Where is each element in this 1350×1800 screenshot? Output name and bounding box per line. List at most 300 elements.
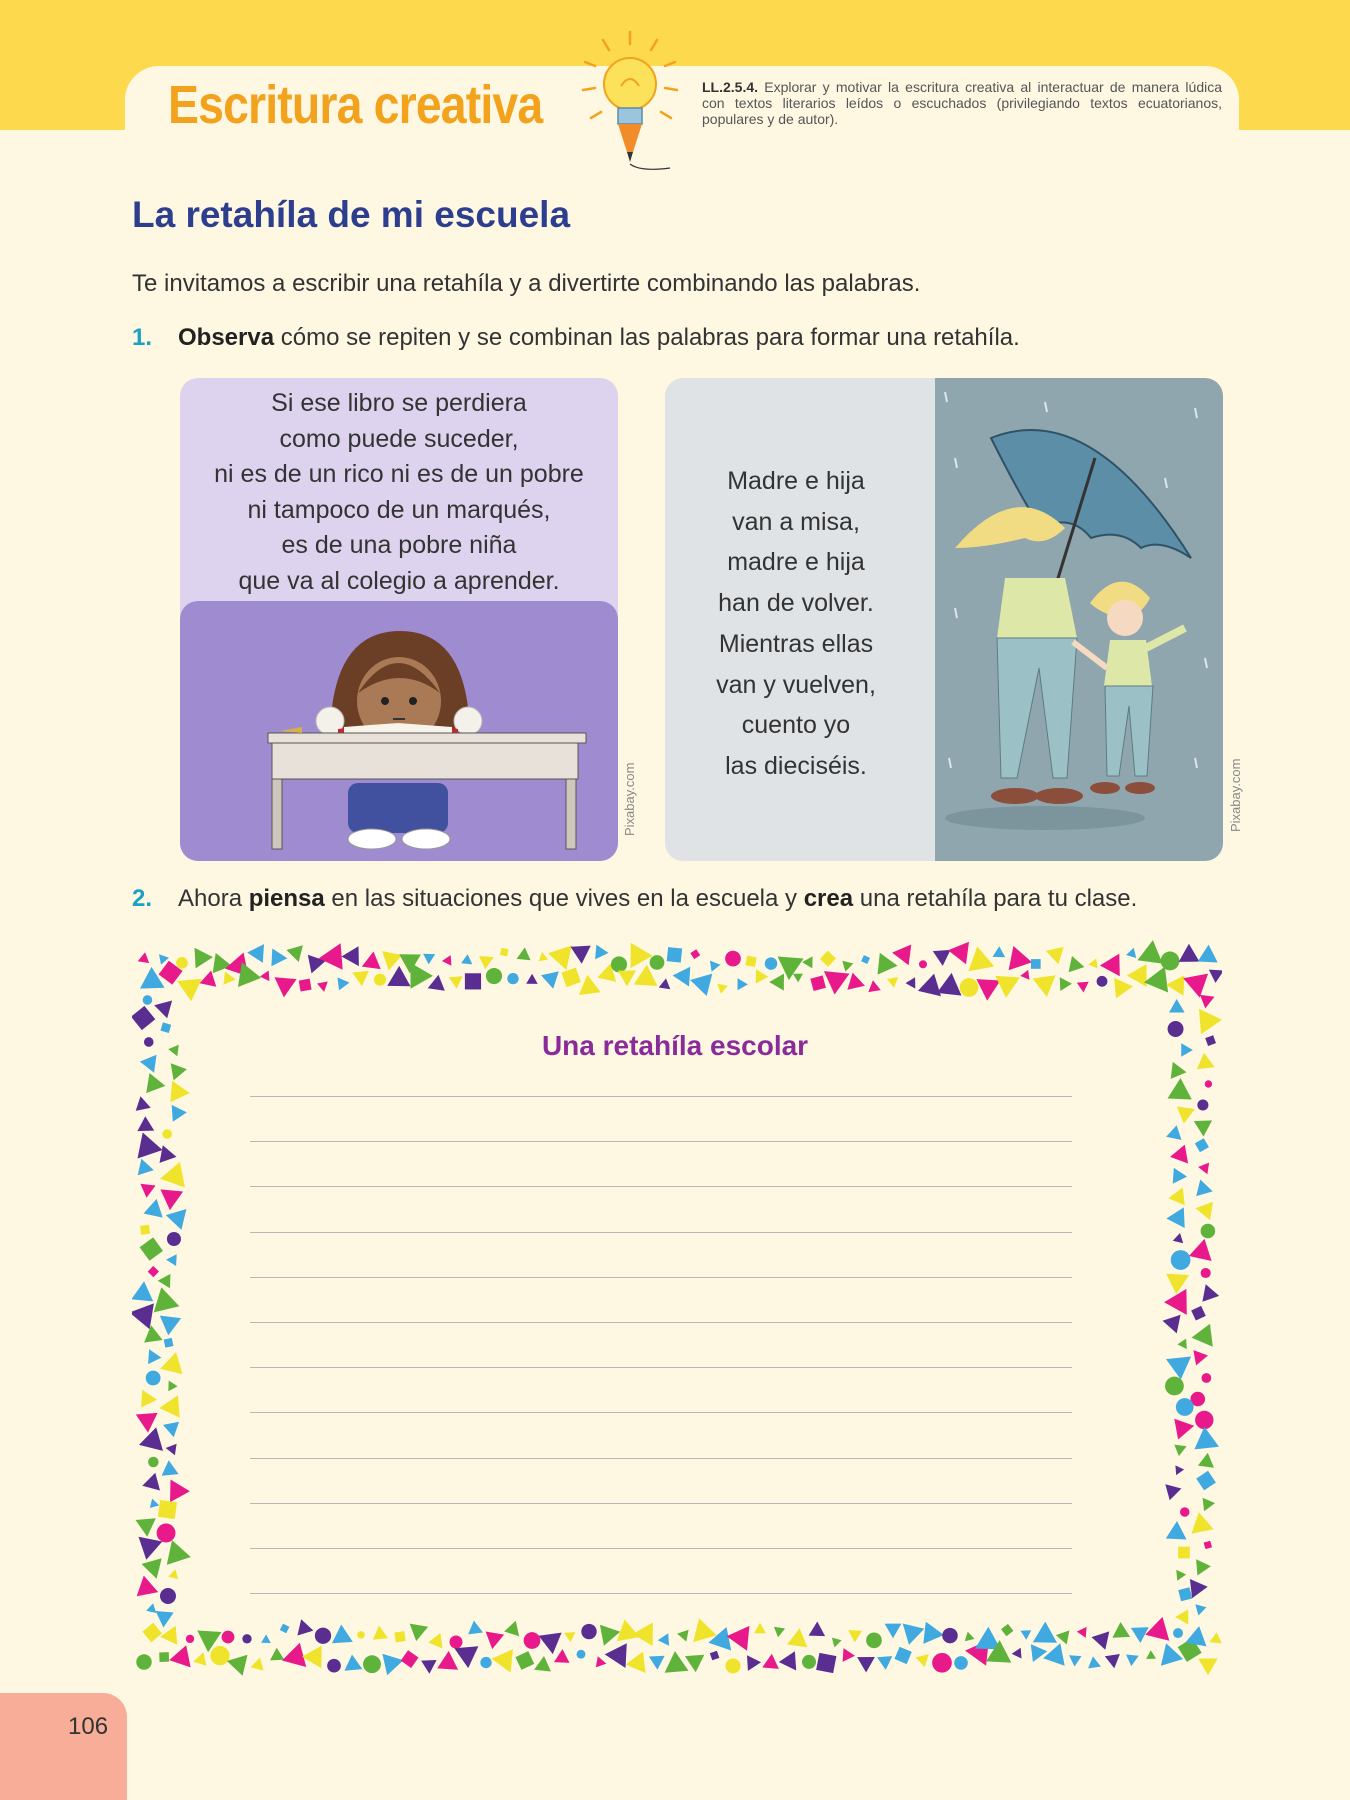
confetti-shape — [166, 1254, 177, 1266]
confetti-shape — [327, 1659, 341, 1673]
confetti-shape — [158, 1500, 177, 1519]
confetti-shape — [960, 978, 979, 997]
confetti-shape — [140, 967, 165, 989]
confetti-shape — [342, 946, 359, 966]
confetti-shape — [159, 1395, 179, 1418]
confetti-shape — [168, 1381, 177, 1392]
confetti-shape — [1171, 1250, 1191, 1270]
confetti-shape — [1175, 1465, 1184, 1475]
confetti-shape — [1145, 1617, 1169, 1641]
confetti-shape — [793, 974, 803, 983]
writing-line[interactable] — [250, 1322, 1072, 1323]
confetti-shape — [297, 1619, 313, 1635]
confetti-shape — [1170, 1145, 1188, 1164]
confetti-shape — [1088, 1656, 1101, 1668]
confetti-shape — [332, 1625, 353, 1644]
confetti-shape — [747, 1655, 761, 1671]
confetti-shape — [1196, 1559, 1211, 1575]
confetti-shape — [932, 1653, 952, 1673]
writing-area-title: Una retahíla escolar — [541, 1030, 809, 1061]
confetti-shape — [611, 956, 627, 972]
confetti-shape — [1176, 1570, 1186, 1581]
confetti-shape — [1009, 946, 1032, 970]
confetti-shape — [1168, 1188, 1185, 1206]
confetti-shape — [650, 955, 665, 970]
objective-text: Explorar y motivar la escritura creativa al interactuar de manera lúdica con textos literarios leídos o escuchados (privilegiando textos ecuatorianos, populares y de autor). — [702, 79, 1223, 127]
confetti-shape — [282, 1643, 306, 1667]
confetti-shape — [1161, 952, 1180, 971]
confetti-shape — [172, 1105, 187, 1122]
poem-card-left — [180, 378, 618, 861]
confetti-shape — [710, 961, 721, 972]
confetti-shape — [270, 1648, 284, 1661]
confetti-shape — [1060, 977, 1072, 991]
confetti-shape — [1177, 1339, 1186, 1350]
writing-line[interactable] — [250, 1548, 1072, 1549]
confetti-shape — [143, 995, 153, 1005]
confetti-shape — [222, 1631, 235, 1644]
confetti-shape — [708, 1627, 731, 1651]
confetti-shape — [261, 1635, 271, 1644]
confetti-shape — [160, 1189, 183, 1210]
instruction-keyword: Observa — [178, 324, 275, 351]
confetti-shape — [659, 978, 671, 989]
confetti-shape — [146, 1371, 161, 1386]
confetti-shape — [1178, 1587, 1192, 1601]
confetti-shape — [779, 1651, 796, 1670]
confetti-shape — [142, 1558, 162, 1578]
confetti-shape — [338, 977, 350, 990]
confetti-shape — [1137, 940, 1162, 964]
confetti-shape — [421, 1660, 437, 1674]
confetti-shape — [1126, 1655, 1139, 1667]
confetti-shape — [250, 1658, 263, 1671]
confetti-shape — [345, 1655, 363, 1671]
confetti-shape — [581, 1624, 596, 1639]
confetti-shape — [271, 949, 287, 967]
page-number: 106 — [68, 1713, 109, 1740]
confetti-shape — [1201, 1224, 1216, 1239]
confetti-shape — [154, 1001, 172, 1019]
confetti-shape — [515, 1651, 534, 1670]
confetti-shape — [1126, 948, 1136, 958]
confetti-shape — [146, 1073, 165, 1093]
confetti-shape — [160, 1162, 185, 1188]
confetti-shape — [802, 1655, 816, 1669]
confetti-shape — [1033, 1622, 1057, 1643]
confetti-shape — [868, 980, 881, 992]
confetti-shape — [665, 1651, 689, 1673]
confetti-shape — [423, 954, 435, 965]
confetti-shape — [524, 1632, 541, 1649]
confetti-shape — [401, 1650, 419, 1668]
writing-line[interactable] — [250, 1232, 1072, 1233]
confetti-shape — [139, 1537, 163, 1560]
writing-line[interactable] — [250, 1096, 1072, 1097]
confetti-shape — [1166, 1207, 1184, 1228]
confetti-shape — [170, 1480, 190, 1503]
confetti-shape — [1165, 1377, 1184, 1396]
confetti-shape — [1069, 1655, 1082, 1666]
confetti-shape — [1194, 1427, 1219, 1450]
confetti-shape — [571, 946, 591, 964]
confetti-shape — [847, 973, 865, 990]
confetti-shape — [160, 1352, 182, 1374]
confetti-shape — [1198, 1453, 1214, 1468]
poem-line: ni es de un rico ni es de un pobre — [214, 460, 584, 488]
poem-right — [665, 461, 927, 787]
confetti-shape — [260, 971, 270, 982]
confetti-shape — [160, 1316, 181, 1336]
confetti-shape — [710, 1651, 720, 1661]
confetti-shape — [968, 946, 994, 971]
confetti-shape — [1031, 959, 1041, 969]
writing-line[interactable] — [250, 1141, 1072, 1142]
confetti-shape — [756, 969, 769, 983]
confetti-shape — [725, 1658, 740, 1673]
confetti-shape — [631, 943, 653, 968]
instruction-2 — [132, 885, 1137, 913]
confetti-shape — [461, 954, 472, 964]
confetti-shape — [507, 973, 518, 984]
instruction-text: cómo se repiten y se combinan las palabras para formar una retahíla. — [274, 324, 1020, 351]
poem-line: ni tampoco de un marqués, — [247, 495, 551, 524]
confetti-shape — [1194, 1120, 1212, 1136]
confetti-shape — [176, 957, 188, 969]
confetti-shape — [449, 976, 463, 989]
confetti-shape — [690, 949, 700, 959]
confetti-shape — [717, 984, 728, 994]
confetti-shape — [861, 955, 870, 964]
confetti-shape — [1196, 1471, 1216, 1491]
confetti-shape — [933, 950, 951, 966]
confetti-shape — [450, 1636, 463, 1649]
confetti-shape — [1180, 1507, 1189, 1516]
confetti-shape — [948, 942, 969, 965]
confetti-shape — [1196, 1180, 1213, 1197]
confetti-shape — [745, 956, 756, 967]
confetti-shape — [136, 1654, 151, 1669]
writing-line[interactable] — [250, 1412, 1072, 1413]
instruction-number: 2. — [132, 885, 153, 912]
confetti-shape — [878, 953, 898, 975]
confetti-shape — [1198, 1658, 1218, 1675]
confetti-shape — [1166, 1125, 1181, 1140]
poem-line: madre e hija — [727, 548, 865, 577]
confetti-shape — [1168, 1078, 1192, 1100]
confetti-shape — [139, 1427, 163, 1451]
confetti-shape — [617, 1619, 640, 1641]
confetti-shape — [843, 1648, 855, 1662]
confetti-shape — [1210, 1632, 1222, 1643]
confetti-shape — [1021, 1630, 1032, 1640]
confetti-shape — [362, 952, 381, 970]
confetti-shape — [195, 948, 213, 969]
confetti-shape — [649, 1656, 665, 1670]
confetti-shape — [1077, 1627, 1087, 1638]
instruction-keyword: piensa — [248, 885, 325, 912]
confetti-shape — [142, 1473, 160, 1491]
confetti-shape — [937, 973, 962, 996]
confetti-shape — [1043, 1643, 1065, 1665]
confetti-shape — [132, 1281, 153, 1301]
lesson-intro: Te invitamos a escribir una retahíla y a divertirte combinando las palabras. — [132, 270, 921, 297]
learning-objective — [702, 79, 1222, 127]
confetti-shape — [1144, 967, 1168, 993]
confetti-shape — [667, 947, 682, 962]
confetti-shape — [658, 1633, 669, 1646]
instruction-text: Ahora — [178, 885, 249, 912]
confetti-shape — [1105, 1654, 1120, 1668]
confetti-shape — [373, 1626, 388, 1640]
confetti-shape — [200, 971, 217, 987]
confetti-shape — [1192, 1512, 1214, 1533]
confetti-shape — [539, 952, 549, 961]
confetti-shape — [1176, 1398, 1194, 1416]
confetti-shape — [170, 1081, 190, 1103]
confetti-shape — [410, 1624, 428, 1642]
confetti-shape — [138, 1133, 163, 1159]
confetti-shape — [1088, 958, 1097, 968]
writing-line[interactable] — [250, 1367, 1072, 1368]
confetti-shape — [144, 1199, 163, 1218]
confetti-shape — [299, 979, 312, 992]
confetti-shape — [137, 1576, 159, 1597]
confetti-shape — [504, 1621, 519, 1636]
confetti-shape — [275, 977, 297, 997]
confetti-shape — [892, 945, 911, 966]
confetti-shape — [1100, 954, 1120, 977]
confetti-shape — [677, 1630, 689, 1642]
page-number-tab — [0, 1693, 127, 1800]
confetti-shape — [1165, 1484, 1181, 1500]
confetti-shape — [842, 961, 853, 972]
poem-line: Madre e hija — [727, 467, 865, 495]
writing-line[interactable] — [250, 1277, 1072, 1278]
confetti-shape — [1192, 1324, 1213, 1347]
confetti-shape — [363, 1655, 381, 1673]
lesson-title: La retahíla de mi escuela — [132, 194, 571, 235]
confetti-shape — [1195, 1411, 1213, 1429]
confetti-shape — [148, 1457, 159, 1468]
confetti-shape — [539, 1633, 562, 1655]
confetti-shape — [816, 1653, 836, 1673]
confetti-shape — [673, 967, 691, 987]
confetti-shape — [954, 1656, 968, 1670]
confetti-shape — [160, 1145, 177, 1163]
confetti-shape — [595, 945, 608, 960]
confetti-shape — [618, 971, 636, 987]
confetti-shape — [140, 1184, 155, 1198]
confetti-shape — [382, 1654, 403, 1676]
confetti-shape — [534, 1656, 551, 1672]
confetti-shape — [1164, 1289, 1187, 1315]
instruction-text: en las situaciones que vives en la escuela y — [324, 885, 804, 912]
confetti-shape — [213, 953, 232, 973]
confetti-shape — [548, 946, 572, 971]
confetti-shape — [1166, 1357, 1191, 1380]
confetti-shape — [1179, 944, 1200, 962]
confetti-shape — [526, 974, 538, 984]
confetti-shape — [762, 1654, 779, 1669]
objective-code: LL.2.5.4. — [702, 79, 759, 95]
confetti-shape — [596, 1656, 607, 1667]
confetti-shape — [411, 963, 434, 989]
confetti-shape — [1200, 995, 1215, 1009]
lightbulb-pencil-icon — [575, 28, 685, 178]
instruction-1 — [132, 324, 1020, 352]
confetti-shape — [579, 975, 601, 995]
confetti-shape — [916, 1654, 929, 1667]
confetti-shape — [1189, 1239, 1212, 1261]
writing-line[interactable] — [250, 1186, 1072, 1187]
confetti-shape — [167, 1540, 191, 1565]
poem-line: es de una pobre niña — [281, 531, 517, 559]
confetti-shape — [1001, 1624, 1013, 1636]
confetti-shape — [577, 1650, 586, 1659]
confetti-shape — [1046, 947, 1064, 965]
confetti-shape — [286, 945, 303, 962]
confetti-shape — [693, 1618, 717, 1642]
confetti-shape — [995, 976, 1020, 998]
writing-line[interactable] — [250, 1503, 1072, 1504]
confetti-shape — [857, 1657, 875, 1673]
confetti-shape — [210, 1646, 229, 1665]
confetti-shape — [492, 1649, 514, 1672]
confetti-shape — [517, 947, 531, 960]
confetti-shape — [454, 1646, 478, 1668]
confetti-shape — [774, 1627, 785, 1638]
confetti-shape — [357, 1631, 365, 1639]
confetti-shape — [242, 1634, 251, 1643]
confetti-shape — [754, 1623, 766, 1634]
confetti-shape — [238, 962, 261, 987]
confetti-shape — [1173, 1233, 1183, 1243]
confetti-shape — [465, 973, 481, 989]
confetti-shape — [885, 1624, 902, 1639]
confetti-shape — [437, 1651, 458, 1670]
confetti-shape — [1198, 945, 1218, 963]
confetti-shape — [626, 1652, 646, 1674]
confetti-shape — [769, 974, 784, 991]
girl-reading-illustration — [180, 601, 618, 861]
confetti-shape — [1169, 999, 1185, 1013]
confetti-shape — [1203, 1498, 1216, 1512]
confetti-shape — [159, 1652, 169, 1662]
confetti-shape — [486, 968, 502, 984]
writing-line[interactable] — [250, 1458, 1072, 1459]
confetti-shape — [1201, 1268, 1211, 1278]
confetti-shape — [787, 1628, 807, 1647]
confetti-shape — [168, 1569, 178, 1579]
confetti-shape — [1209, 970, 1222, 983]
confetti-shape — [136, 1518, 156, 1537]
confetti-shape — [148, 1349, 161, 1364]
confetti-shape — [442, 955, 452, 966]
confetti-shape — [132, 1303, 154, 1329]
confetti-shape — [247, 944, 264, 963]
poem-left — [180, 386, 618, 599]
confetti-shape — [942, 1628, 958, 1644]
confetti-shape — [1166, 1521, 1187, 1540]
confetti-shape — [177, 979, 202, 1001]
image-credit-left: Pixabay.com — [622, 762, 637, 836]
confetti-shape — [144, 1325, 163, 1342]
confetti-shape — [1033, 975, 1056, 997]
confetti-shape — [167, 1232, 181, 1246]
confetti-shape — [374, 974, 386, 986]
confetti-shape — [500, 948, 509, 957]
confetti-shape — [387, 966, 410, 986]
confetti-shape — [605, 1643, 627, 1668]
confetti-shape — [993, 946, 1006, 957]
confetti-shape — [561, 968, 580, 987]
confetti-shape — [1183, 974, 1208, 998]
confetti-shape — [166, 1444, 177, 1456]
confetti-shape — [1012, 1648, 1022, 1659]
confetti-shape — [1020, 970, 1029, 980]
confetti-shape — [394, 1631, 405, 1642]
confetti-shape — [157, 1524, 176, 1543]
confetti-shape — [1077, 982, 1089, 993]
confetti-shape — [866, 1633, 882, 1649]
confetti-shape — [1178, 1547, 1190, 1559]
confetti-shape — [1173, 1168, 1187, 1184]
confetti-shape — [1202, 1373, 1212, 1383]
confetti-shape — [142, 1623, 162, 1643]
confetti-shape — [809, 1622, 826, 1637]
poem-line: Mientras ellas — [718, 629, 874, 658]
confetti-shape — [725, 951, 741, 967]
confetti-shape — [976, 979, 1000, 1001]
confetti-shape — [227, 1655, 248, 1676]
confetti-shape — [138, 1159, 154, 1176]
confetti-shape — [564, 1632, 575, 1642]
confetti-shape — [600, 1625, 620, 1646]
confetti-shape — [138, 952, 150, 963]
confetti-shape — [824, 971, 850, 994]
confetti-shape — [166, 1209, 187, 1230]
confetti-shape — [137, 1116, 154, 1131]
confetti-shape — [1204, 1541, 1212, 1549]
confetti-shape — [1069, 956, 1085, 972]
confetti-shape — [1092, 1631, 1110, 1649]
confetti-shape — [820, 951, 836, 967]
writing-line[interactable] — [250, 1593, 1072, 1594]
confetti-shape — [690, 974, 712, 996]
confetti-shape — [738, 978, 748, 990]
confetti-shape — [154, 1287, 180, 1312]
confetti-shape — [906, 977, 916, 988]
confetti-shape — [156, 1611, 174, 1628]
confetti-shape — [848, 1630, 862, 1642]
confetti-shape — [315, 1628, 331, 1644]
confetti-shape — [919, 960, 927, 968]
confetti-shape — [148, 1266, 159, 1277]
confetti-shape — [802, 956, 813, 968]
confetti-shape — [903, 1624, 925, 1645]
poem-line: Si ese libro se perdiera — [271, 389, 527, 417]
confetti-shape — [1114, 978, 1133, 999]
confetti-shape — [468, 1621, 483, 1635]
confetti-shape — [140, 1225, 150, 1235]
confetti-shape — [541, 971, 559, 988]
poem-line: han de volver. — [718, 589, 874, 618]
confetti-shape — [158, 1274, 171, 1288]
confetti-shape — [169, 1645, 190, 1667]
confetti-shape — [171, 1063, 187, 1080]
confetti-shape — [479, 956, 494, 969]
